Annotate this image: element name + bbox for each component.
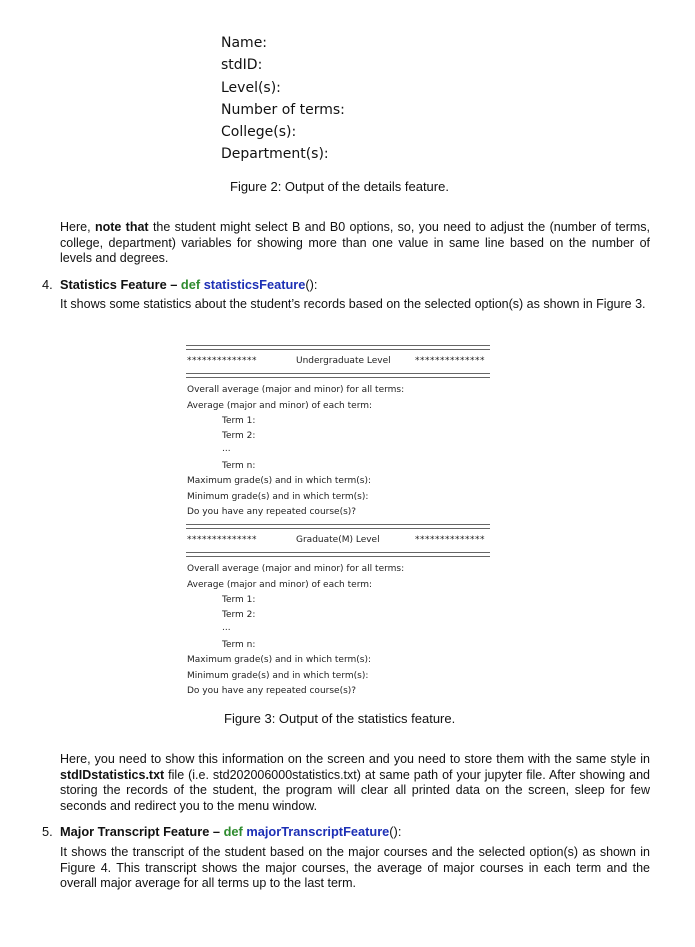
store-pre: Here, you need to show this information on the screen and you need to store them with the same style in [60,752,650,766]
store-post: file (i.e. std202006000statistics.txt) at same path of your jupyter file. After showing and storing the records of the student, the program will clear all printed data on the screen, sleep for few seconds and redirect you to the menu window. [60,767,650,813]
term-n-line: Term n: [222,640,256,650]
term-2-line: Term 2: [222,610,256,620]
double-rule [186,524,490,529]
overall-average-line: Overall average (major and minor) for all terms: [187,385,405,395]
maximum-grade-line: Maximum grade(s) and in which term(s): [187,655,372,665]
section-5-description: It shows the transcript of the student based on the major courses and the selected option(s) as shown in Figure 4. This transcript shows the major courses, the average of major courses in each term and the overall major average for all terms up to the last term. [60,845,650,890]
section-5-title: Major Transcript Feature – [60,824,224,839]
double-rule [186,552,490,557]
term-1-line: Term 1: [222,416,256,426]
section-4-title: Statistics Feature – [60,277,181,292]
term-1-line: Term 1: [222,595,256,605]
figure-3-caption: Figure 3: Output of the statistics feature. [224,711,456,726]
double-rule [186,373,490,378]
stars-left: ************** [187,356,257,366]
minimum-grade-line: Minimum grade(s) and in which term(s): [187,492,369,502]
field-colleges-label: College(s): [221,124,297,141]
section-4-parens: (): [305,277,318,292]
graduate-level-title: Graduate(M) Level [296,535,380,545]
store-filename-bold: stdIDstatistics.txt [60,767,165,782]
field-levels-label: Level(s): [221,79,281,96]
section-4-function-name: statisticsFeature [203,277,306,292]
stars-right: ************** [415,356,485,366]
stars-right: ************** [415,535,485,545]
field-stdid-label: stdID: [221,57,263,74]
minimum-grade-line: Minimum grade(s) and in which term(s): [187,671,369,681]
stars-left: ************** [187,535,257,545]
average-each-term-line: Average (major and minor) of each term: [187,401,373,411]
section-5-number: 5. [42,824,53,839]
field-terms-label: Number of terms: [221,101,345,118]
double-rule [186,345,490,350]
maximum-grade-line: Maximum grade(s) and in which term(s): [187,476,372,486]
section-5-function-name: majorTranscriptFeature [246,824,390,839]
term-ellipsis-line: ... [222,444,231,454]
section-5-heading [60,824,401,839]
field-name-label: Name: [221,35,268,51]
section-4-number: 4. [42,277,53,292]
note-post: the student might select B and B0 options, so, you need to adjust the (number of terms, college, department) variables for showing more than one value in same line based on the number of levels and degrees. [60,220,650,265]
figure-2-caption: Figure 2: Output of the details feature. [230,179,449,194]
undergraduate-level-title: Undergraduate Level [296,356,391,366]
average-each-term-line: Average (major and minor) of each term: [187,580,373,590]
section-5-def-keyword: def [223,824,243,839]
section-4-heading [60,277,318,292]
section-5-parens: (): [389,824,402,839]
figure-2-details-output [221,32,345,166]
note-pre: Here, [60,220,95,234]
term-n-line: Term n: [222,461,256,471]
overall-average-line: Overall average (major and minor) for all terms: [187,564,405,574]
repeated-course-line: Do you have any repeated course(s)? [187,686,357,696]
section-4-description: It shows some statistics about the student’s records based on the selected option(s) as shown in Figure 3. [60,297,646,311]
term-2-line: Term 2: [222,431,256,441]
repeated-course-line: Do you have any repeated course(s)? [187,507,357,517]
section-4-def-keyword: def [180,277,201,292]
term-ellipsis-line: ... [222,623,231,633]
field-departments-label: Department(s): [221,146,329,163]
store-paragraph [60,752,650,814]
note-paragraph [60,220,650,267]
note-bold: note that [94,220,149,234]
